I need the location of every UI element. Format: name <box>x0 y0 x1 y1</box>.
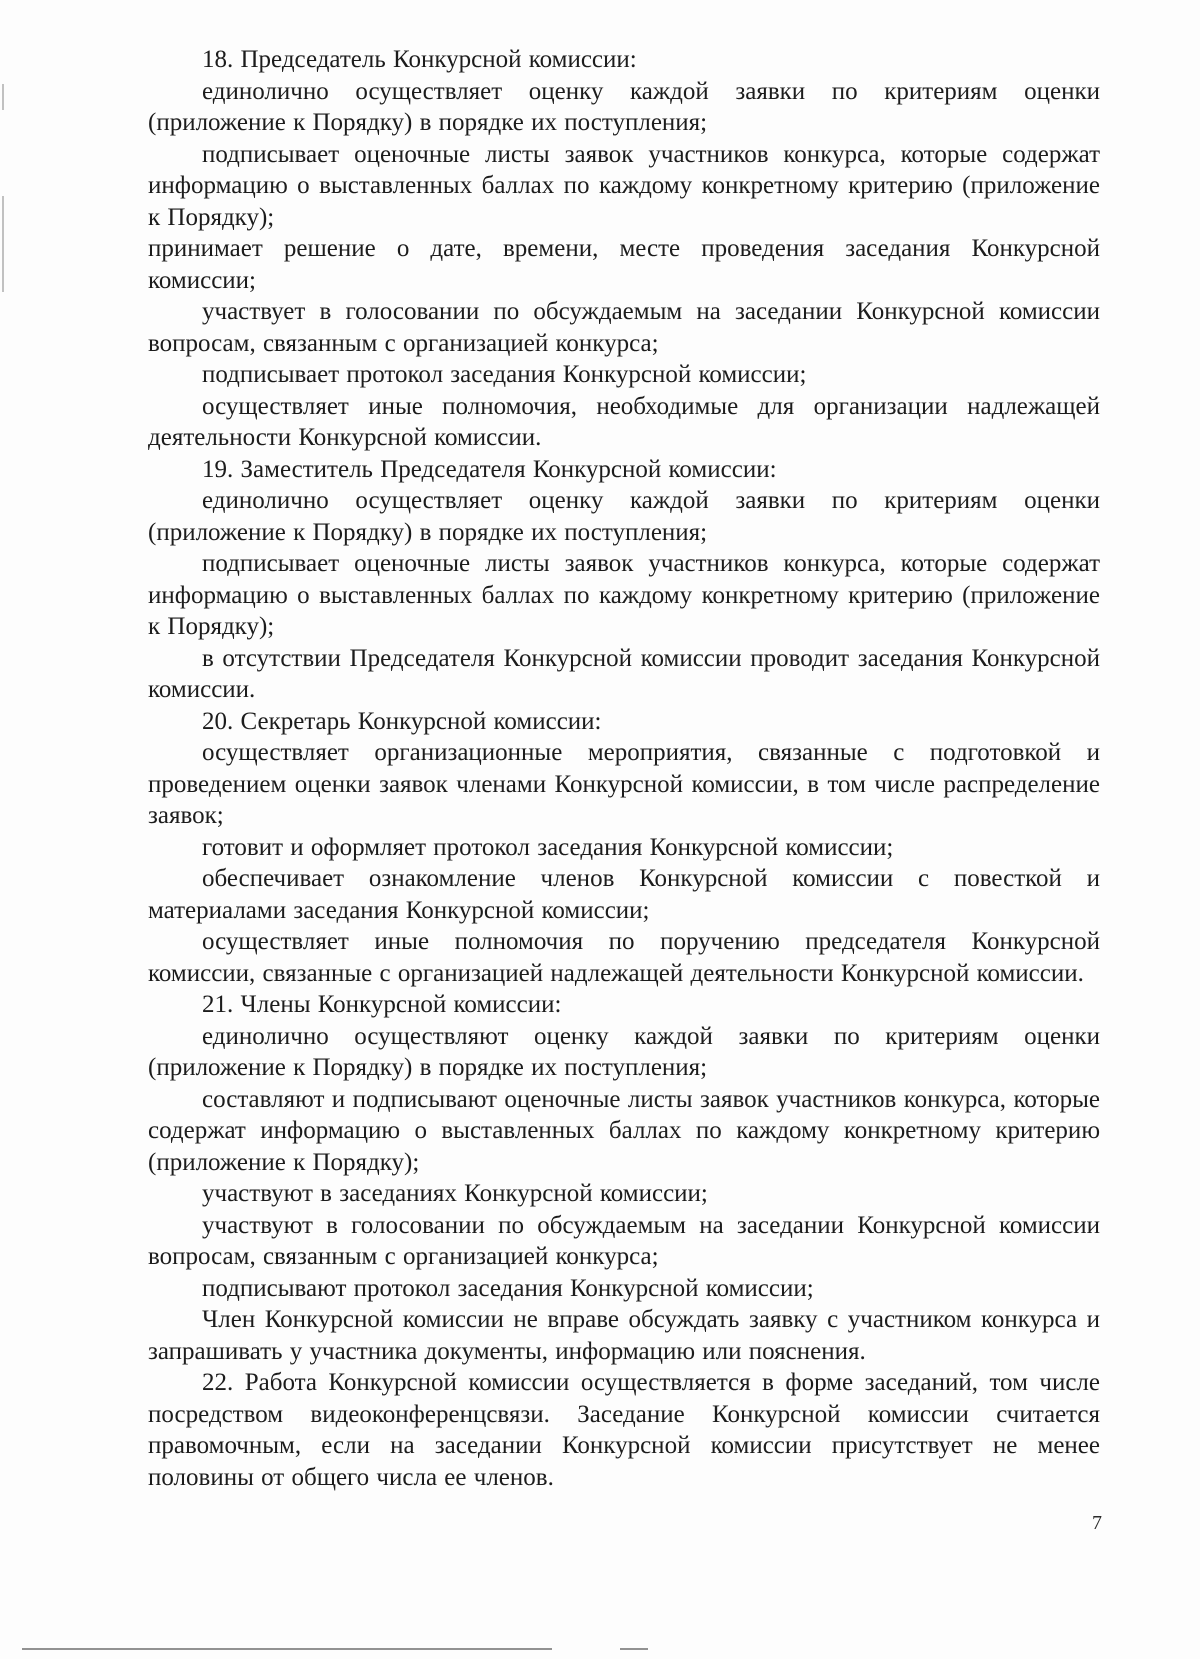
paragraph-21-item-3: участвуют в заседаниях Конкурсной комиссии; <box>202 1180 708 1207</box>
paragraph-21-item-6: Член Конкурсной комиссии не вправе обсуждать заявку с участником конкурса и запрашивать у участника документы, информацию или пояснения. <box>148 1306 1100 1365</box>
paragraph-18-item-3: принимает решение о дате, времени, месте проведения заседания Конкурсной комиссии; <box>148 235 1100 294</box>
paragraph-21-item-2: составляют и подписывают оценочные листы заявок участников конкурса, которые содержат информацию о выставленных баллах по каждому конкретному критерию (приложение к Порядку); <box>148 1085 1100 1176</box>
paragraph-19-item-1: единолично осуществляет оценку каждой заявки по критериям оценки (приложение к Порядку) в порядке их поступления; <box>148 487 1100 546</box>
paragraph-19-heading: 19. Заместитель Председателя Конкурсной комиссии: <box>202 455 777 483</box>
paragraph-21-item-1: единолично осуществляют оценку каждой заявки по критериям оценки (приложение к Порядку) в порядке их поступления; <box>148 1022 1100 1081</box>
paragraph-21-item-5: подписывают протокол заседания Конкурсной комиссии; <box>202 1274 814 1302</box>
paragraph-19-item-3: в отсутствии Председателя Конкурсной комиссии проводит заседания Конкурсной комиссии. <box>148 644 1100 703</box>
paragraph-20-item-4: осуществляет иные полномочия по поручению председателя Конкурсной комиссии, связанные с организацией надлежащей деятельности Конкурсной комиссии. <box>148 928 1100 987</box>
scan-edge-mark-top <box>2 84 4 110</box>
bottom-scan-line-left <box>22 1648 552 1650</box>
paragraph-21-item-4: участвуют в голосовании по обсуждаемым на заседании Конкурсной комиссии вопросам, связанным с организацией конкурса; <box>148 1211 1100 1270</box>
paragraph-18-item-6: осуществляет иные полномочия, необходимые для организации надлежащей деятельности Конкурсной комиссии. <box>148 392 1100 451</box>
paragraph-18-heading: 18. Председатель Конкурсной комиссии: <box>202 46 637 73</box>
paragraph-20-item-3: обеспечивает ознакомление членов Конкурсной комиссии с повесткой и материалами заседания Конкурсной комиссии; <box>148 865 1100 924</box>
paragraph-19-item-2: подписывает оценочные листы заявок участников конкурса, которые содержат информацию о выставленных баллах по каждому конкретному критерию (приложение к Порядку); <box>148 550 1100 640</box>
paragraph-22: 22. Работа Конкурсной комиссии осуществляется в форме заседаний, том числе посредством видеоконференцсвязи. Заседание Конкурсной комиссии считается правомочным, если на заседании Конкурсной комиссии присутствует не менее половины от общего числа ее членов. <box>148 1369 1100 1491</box>
document-body <box>148 44 1100 1493</box>
paragraph-18-item-5: подписывает протокол заседания Конкурсной комиссии; <box>202 361 807 388</box>
paragraph-20-item-1: осуществляет организационные мероприятия, связанные с подготовкой и проведением оценки заявок членами Конкурсной комиссии, в том числе распределение заявок; <box>148 739 1100 829</box>
paragraph-20-item-2: готовит и оформляет протокол заседания Конкурсной комиссии; <box>202 833 894 861</box>
paragraph-18-item-1: единолично осуществляет оценку каждой заявки по критериям оценки (приложение к Порядку) в порядке их поступления; <box>148 77 1100 136</box>
paragraph-18-item-2: подписывает оценочные листы заявок участников конкурса, которые содержат информацию о выставленных баллах по каждому конкретному критерию (приложение к Порядку); <box>148 140 1100 231</box>
paragraph-18-item-4: участвует в голосовании по обсуждаемым на заседании Конкурсной комиссии вопросам, связанным с организацией конкурса; <box>148 298 1100 357</box>
scan-edge-mark-middle <box>2 196 4 292</box>
paragraph-20-heading: 20. Секретарь Конкурсной комиссии: <box>202 707 602 735</box>
paragraph-21-heading: 21. Члены Конкурсной комиссии: <box>202 991 562 1018</box>
bottom-scan-line-right <box>620 1648 648 1650</box>
page-number: 7 <box>1092 1512 1102 1534</box>
